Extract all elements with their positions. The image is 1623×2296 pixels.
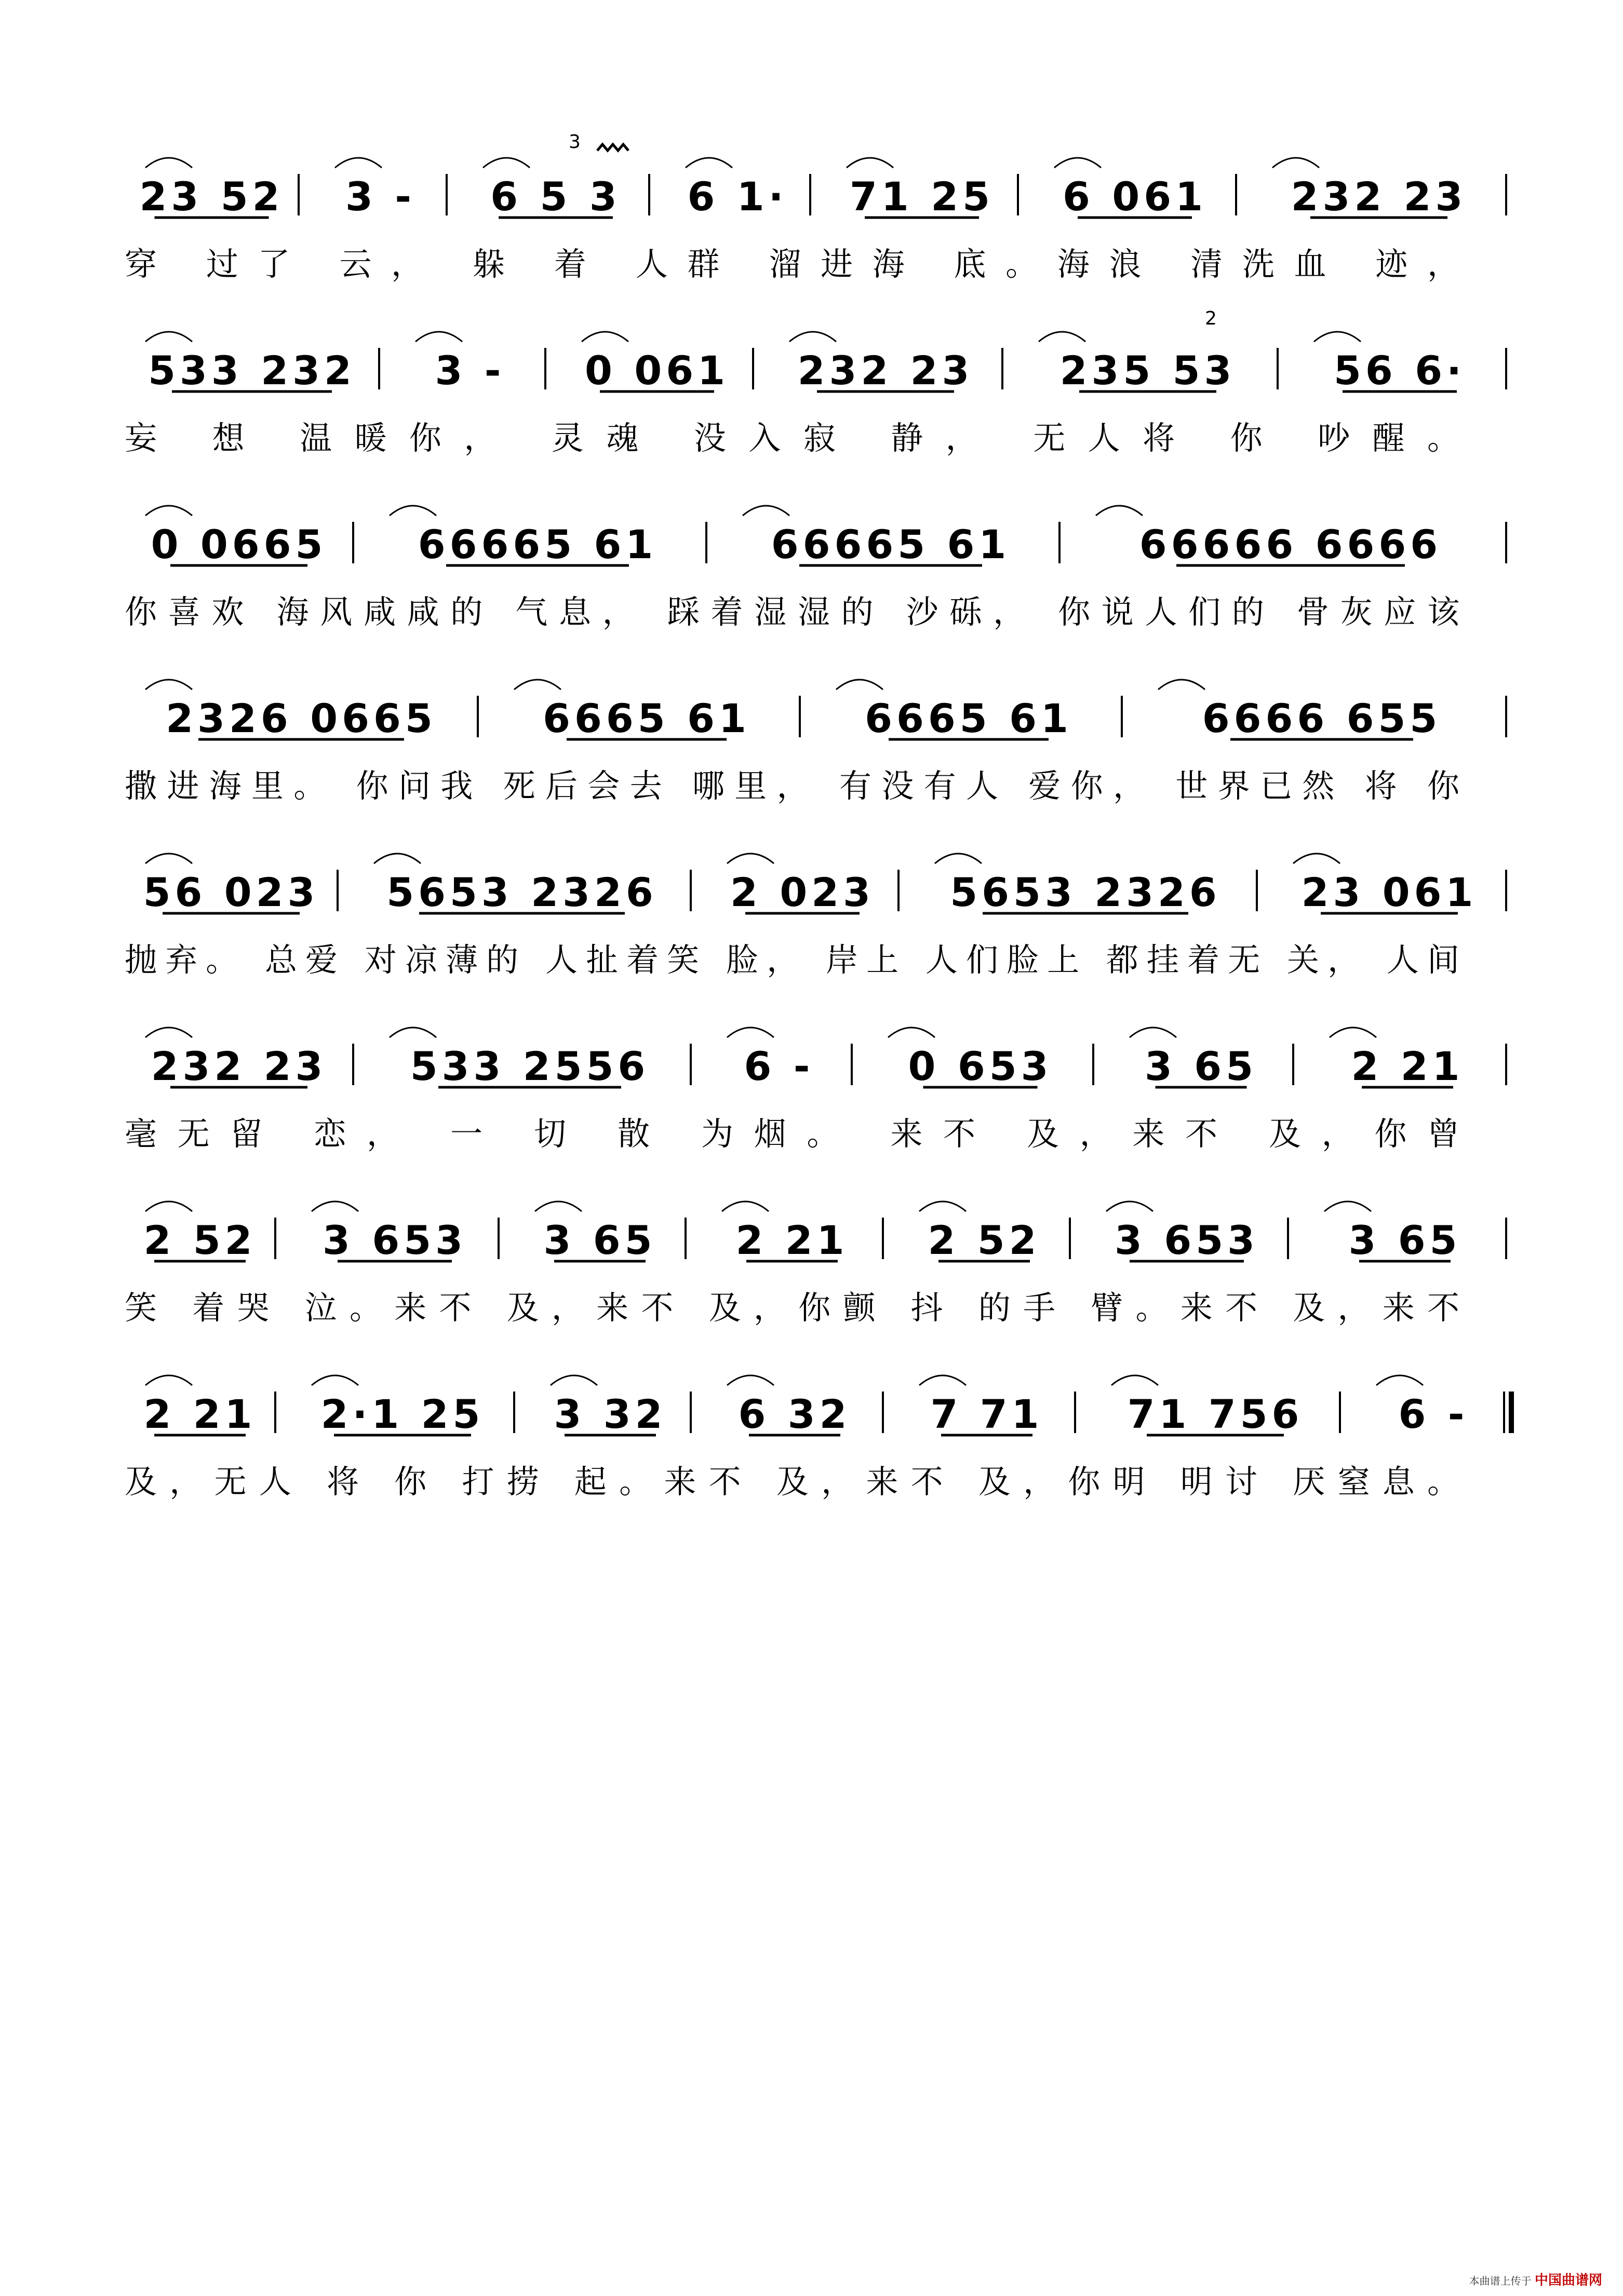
slur [145, 680, 192, 690]
measure-notes: 232 23 [1291, 173, 1467, 220]
slur [847, 158, 893, 168]
slur [312, 1375, 358, 1385]
measure-notes: 56 6· [1334, 347, 1466, 394]
measure-notes: 3 - [345, 173, 415, 220]
slur [1111, 1375, 1158, 1385]
measure-notes: 66665 61 [418, 521, 658, 568]
slur [727, 1375, 774, 1385]
measure-notes: 3 - [435, 347, 505, 394]
slur [145, 332, 192, 342]
measure-notes: 6 - [744, 1043, 814, 1089]
measure-notes: 6 5 3 [490, 173, 621, 220]
footer [1469, 2270, 1602, 2289]
measure-notes: 533 2556 [410, 1043, 650, 1089]
slur [390, 506, 436, 516]
staff-system [125, 158, 1506, 283]
slur [145, 158, 192, 168]
lyrics-line: 妄 想 温暖你， 灵魂 没入寂 静， 无人将 你 吵醒。 [125, 419, 1460, 457]
lyrics-line: 笑 着哭 泣。来不 及，来不 及，你颤 抖 的手 臂。来不 及，来不 [125, 1289, 1459, 1327]
measure-notes: 2 21 [143, 1391, 257, 1437]
slur [145, 506, 192, 516]
slur [789, 332, 836, 342]
slur [1293, 854, 1340, 863]
slur [1054, 158, 1101, 168]
measure-notes: 6 - [1398, 1391, 1469, 1437]
measure-notes: 5653 2326 [386, 869, 658, 915]
slur [1376, 1375, 1423, 1385]
measure-notes: 0 0665 [151, 521, 327, 568]
slur [145, 1375, 192, 1385]
slur [374, 854, 421, 863]
staff-system [125, 506, 1506, 631]
slur [1324, 1201, 1371, 1211]
slur [722, 1201, 769, 1211]
slur [483, 158, 530, 168]
slur [335, 158, 382, 168]
staff-system [125, 332, 1506, 457]
staff-system [125, 1375, 1511, 1501]
lyrics-line: 及，无人 将 你 打捞 起。来不 及，来不 及，你明 明讨 厌窒息。 [125, 1463, 1459, 1501]
measure-notes: 6665 61 [865, 695, 1072, 741]
lyrics-line: 抛弃。 总爱 对凉薄的 人扯着笑 脸， 岸上 人们脸上 都挂着无 关， 人间 [125, 941, 1459, 979]
measure-notes: 6 1· [687, 173, 788, 220]
ornaments [569, 131, 1217, 329]
footer-brand: 中国曲谱网 [1534, 2273, 1602, 2288]
staff-system [125, 680, 1506, 805]
measure-notes: 56 023 [143, 869, 319, 915]
measure-notes: 0 061 [585, 347, 729, 394]
measure-notes: 3 653 [323, 1217, 467, 1263]
measure-notes: 2 023 [730, 869, 875, 915]
slur [1330, 1028, 1376, 1037]
measure-notes: 2 52 [928, 1217, 1041, 1263]
measure-notes: 2 21 [735, 1217, 849, 1263]
measure-notes: 2·1 25 [320, 1391, 485, 1437]
measure-notes: 3 65 [543, 1217, 656, 1263]
staff-system [125, 1028, 1506, 1153]
measure-notes: 23 52 [139, 173, 284, 220]
slur [145, 854, 192, 863]
slur [1106, 1201, 1153, 1211]
measure-notes: 71 25 [850, 173, 994, 220]
measure-notes: 3 653 [1115, 1217, 1259, 1263]
measure-notes: 235 53 [1059, 347, 1236, 394]
slur [686, 158, 732, 168]
slur [935, 854, 982, 863]
slur [390, 1028, 436, 1037]
slur [312, 1201, 358, 1211]
measure-notes: 6665 61 [543, 695, 750, 741]
mordent-icon [597, 144, 628, 151]
slur [919, 1201, 966, 1211]
measure-notes: 2326 0665 [166, 695, 437, 741]
measure-notes: 23 061 [1301, 869, 1478, 915]
lyrics-line: 你喜欢 海风咸咸的 气息， 踩着湿湿的 沙砾， 你说人们的 骨灰应该 [125, 593, 1460, 631]
measure-notes: 71 756 [1127, 1391, 1304, 1437]
staff-system [125, 1201, 1506, 1327]
measure-notes: 0 653 [908, 1043, 1053, 1089]
measure-notes: 66666 6666 [1139, 521, 1442, 568]
measure-notes: 3 32 [554, 1391, 667, 1437]
footer-upload-text: 本曲谱上传于 [1469, 2275, 1532, 2287]
measure-notes: 6666 655 [1202, 695, 1442, 741]
slur [836, 680, 883, 690]
slur [514, 680, 561, 690]
slur [582, 332, 628, 342]
measure-notes: 66665 61 [771, 521, 1011, 568]
measure-notes: 3 65 [1348, 1217, 1461, 1263]
lyrics-line: 毫无留 恋， 一 切 散 为烟。 来不 及，来不 及，你曾 [125, 1115, 1459, 1153]
slur [1130, 1028, 1176, 1037]
measure-notes: 6 32 [738, 1391, 851, 1437]
measure-notes: 3 65 [1144, 1043, 1258, 1089]
slur [727, 854, 774, 863]
lyrics-line: 撒进海里。 你问我 死后会去 哪里， 有没有人 爱你， 世界已然 将 你 [125, 767, 1460, 805]
slur [727, 1028, 774, 1037]
slur [1158, 680, 1205, 690]
slur [919, 1375, 966, 1385]
triplet-mark: 3 [569, 131, 581, 153]
measure-notes: 7 71 [930, 1391, 1043, 1437]
measure-notes: 533 232 [148, 347, 356, 394]
slur [1272, 158, 1319, 168]
measure-notes: 5653 2326 [950, 869, 1221, 915]
slur [415, 332, 462, 342]
lyrics-line: 穿 过了 云， 躲 着 人群 溜进海 底。海浪 清洗血 迹， [125, 245, 1459, 283]
measure-notes: 2 52 [143, 1217, 257, 1263]
slur [1096, 506, 1143, 516]
staff-system [125, 854, 1506, 979]
slur [145, 1201, 192, 1211]
slur [535, 1201, 582, 1211]
slur [1314, 332, 1361, 342]
measure-notes: 232 23 [797, 347, 974, 394]
measure-notes: 232 23 [151, 1043, 327, 1089]
slur [1039, 332, 1085, 342]
measure-notes: 6 061 [1063, 173, 1207, 220]
slur [551, 1375, 597, 1385]
measure-notes: 2 21 [1351, 1043, 1464, 1089]
grace-note: 2 [1205, 308, 1217, 329]
slur [145, 1028, 192, 1037]
slur [888, 1028, 935, 1037]
slur [743, 506, 789, 516]
